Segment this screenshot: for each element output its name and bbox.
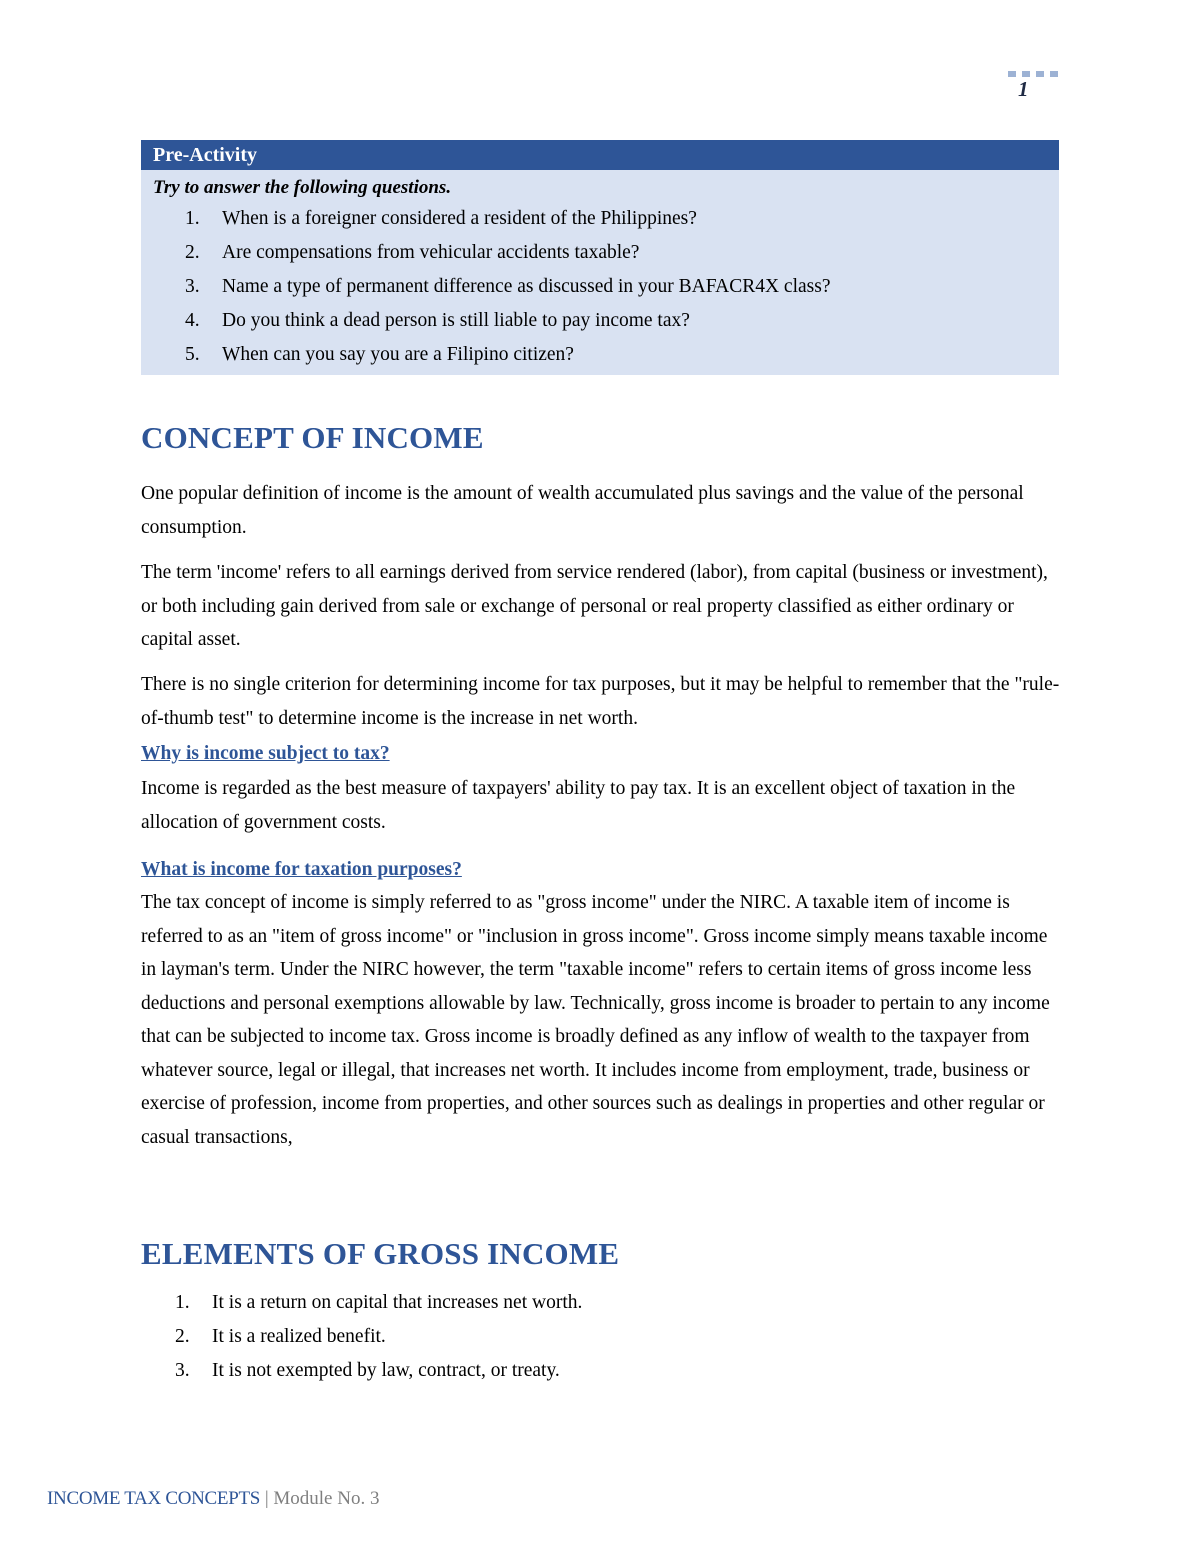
ornament-dot xyxy=(1036,71,1044,77)
pre-activity-title: Pre-Activity xyxy=(141,140,1059,170)
question-item xyxy=(141,304,1059,338)
pre-activity-intro: Try to answer the following questions. xyxy=(153,177,452,198)
concept-paragraph-4: Income is regarded as the best measure of taxpayers' ability to pay tax. It is an excellent object of taxation in the allocation of government costs. xyxy=(141,778,1016,833)
question-number: 3. xyxy=(185,276,200,297)
subheading-why-taxed: Why is income subject to tax? xyxy=(141,743,390,764)
question-item xyxy=(141,202,1059,236)
question-item xyxy=(141,236,1059,270)
question-number: 5. xyxy=(185,344,200,365)
elements-heading: ELEMENTS OF GROSS INCOME xyxy=(141,1236,620,1271)
footer-module: Module No. 3 xyxy=(273,1488,380,1509)
subheading-taxation-purposes: What is income for taxation purposes? xyxy=(141,859,462,880)
element-item xyxy=(141,1354,582,1388)
element-number: 2. xyxy=(175,1326,190,1347)
concept-paragraph-3: There is no single criterion for determining income for tax purposes, but it may be helpful to remember that the "rule-of-thumb test" to determine income is the increase in net worth. xyxy=(141,674,1060,729)
question-item xyxy=(141,270,1059,304)
element-text: It is a return on capital that increases net worth. xyxy=(212,1292,583,1313)
question-text: Are compensations from vehicular accidents taxable? xyxy=(222,242,640,263)
footer-separator: | xyxy=(264,1488,269,1509)
page-dots-ornament xyxy=(1008,71,1058,77)
page-footer xyxy=(47,1488,379,1510)
concept-paragraph-1: One popular definition of income is the amount of wealth accumulated plus savings and the value of the personal consumption. xyxy=(141,483,1024,538)
page-number: 1 xyxy=(1018,77,1029,101)
element-number: 1. xyxy=(175,1292,190,1313)
question-number: 4. xyxy=(185,310,200,331)
question-text: When is a foreigner considered a resident of the Philippines? xyxy=(222,208,697,229)
question-number: 1. xyxy=(185,208,200,229)
element-text: It is a realized benefit. xyxy=(212,1326,386,1347)
question-text: Do you think a dead person is still liable to pay income tax? xyxy=(222,310,690,331)
question-text: Name a type of permanent difference as discussed in your BAFACR4X class? xyxy=(222,276,831,297)
element-item xyxy=(141,1286,582,1320)
pre-activity-box xyxy=(141,140,1059,375)
question-item xyxy=(141,338,1059,372)
elements-list xyxy=(141,1286,582,1388)
question-number: 2. xyxy=(185,242,200,263)
concept-heading: CONCEPT OF INCOME xyxy=(141,420,484,455)
ornament-dot xyxy=(1050,71,1058,77)
ornament-dot xyxy=(1008,71,1016,77)
concept-paragraph-5: The tax concept of income is simply referred to as "gross income" under the NIRC. A taxable item of income is referred to as an "item of gross income" or "inclusion in gross income". Gross income simply means taxable income in layman's term. Under the NIRC however, the term "taxable income" refers to certain items of gross income less deductions and personal exemptions allowable by law. Technically, gross income is broader to pertain to any income that can be subjected to income tax. Gross income is broadly defined as any inflow of wealth to the taxpayer from whatever source, legal or illegal, that increases net worth. It includes income from employment, trade, business or exercise of profession, income from properties, and other sources such as dealings in properties and other regular or casual transactions, xyxy=(141,892,1050,1148)
element-item xyxy=(141,1320,582,1354)
footer-title: INCOME TAX CONCEPTS xyxy=(47,1488,261,1509)
question-list xyxy=(141,202,1059,372)
question-text: When can you say you are a Filipino citizen? xyxy=(222,344,574,365)
concept-paragraph-2: The term 'income' refers to all earnings derived from service rendered (labor), from capital (business or investment), or both including gain derived from sale or exchange of personal or real property classified as either ordinary or capital asset. xyxy=(141,562,1048,650)
page-number-area xyxy=(1002,66,1052,106)
element-text: It is not exempted by law, contract, or treaty. xyxy=(212,1360,560,1381)
element-number: 3. xyxy=(175,1360,190,1381)
